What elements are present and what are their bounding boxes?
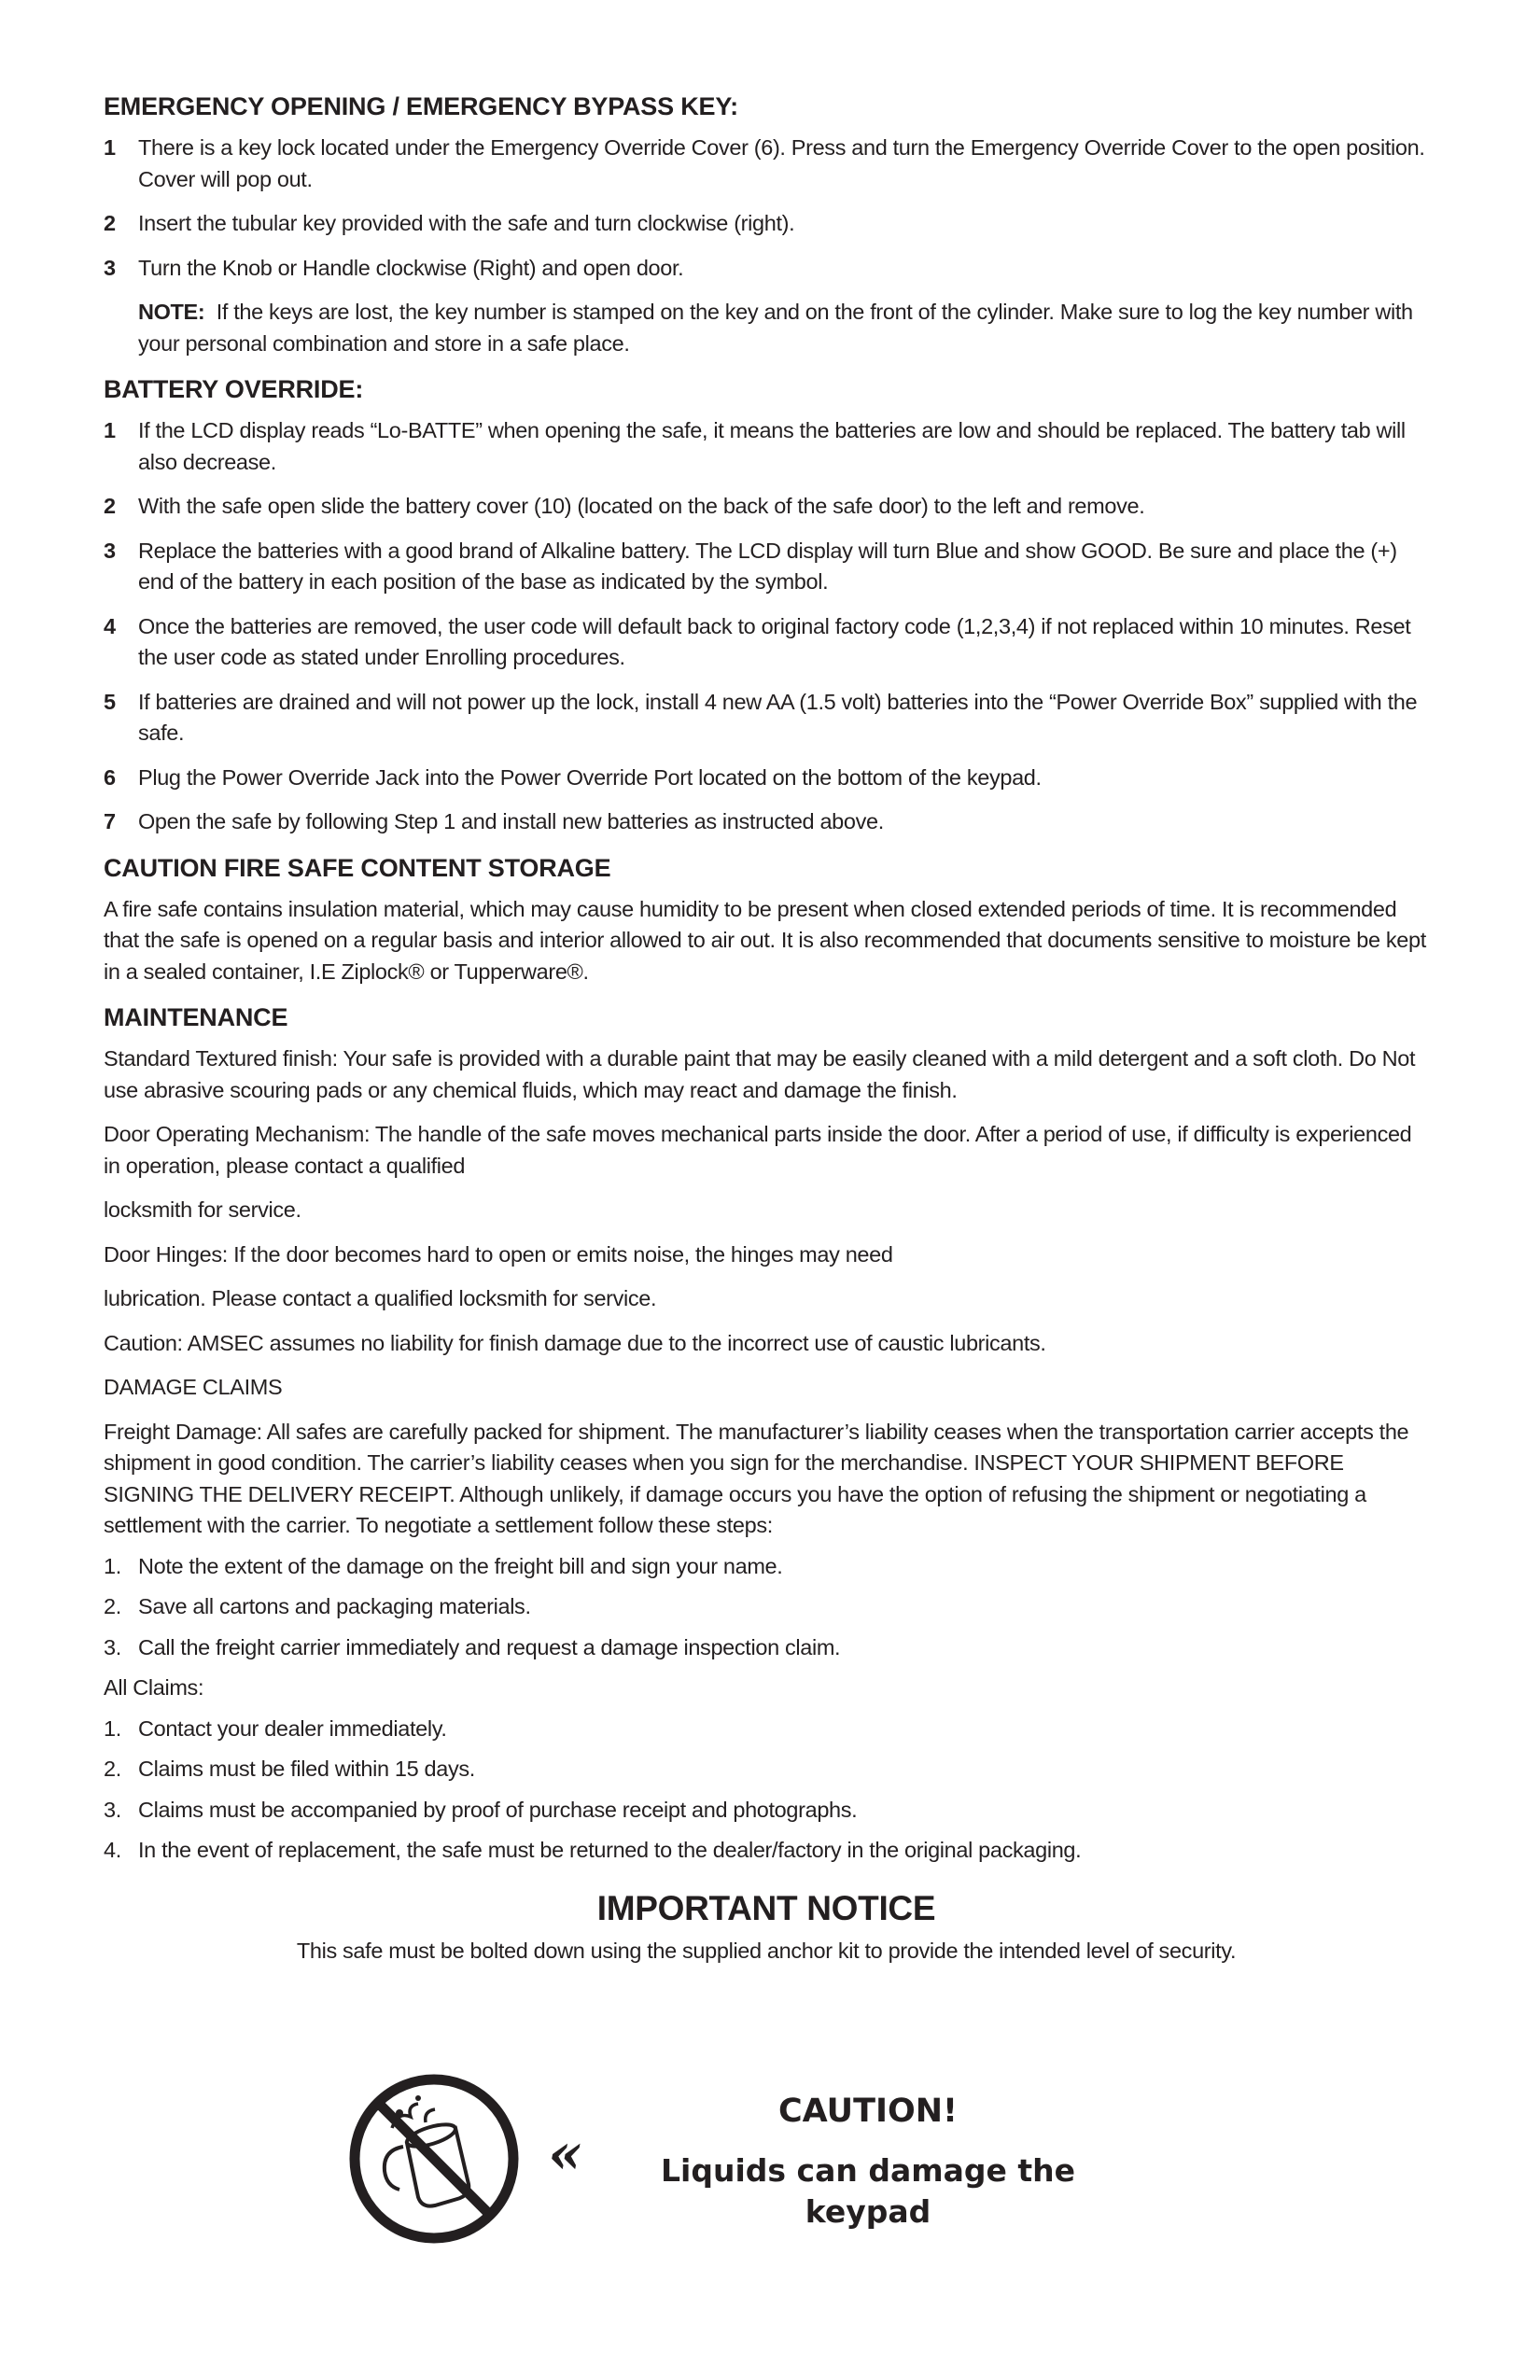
key-note [104, 297, 1429, 359]
caution-title: CAUTION! [777, 2093, 959, 2130]
item-text: Open the safe by following Step 1 and install new batteries as instructed above. [138, 809, 884, 833]
list-item [104, 1632, 1429, 1664]
item-number: 1 [104, 135, 116, 160]
item-number: 7 [104, 809, 116, 833]
damage-heading: DAMAGE CLAIMS [104, 1375, 283, 1399]
list-item [104, 491, 1429, 523]
item-number: 3 [104, 538, 116, 563]
list-item [104, 806, 1429, 838]
item-text: If batteries are drained and will not power up the lock, install 4 new AA (1.5 volt) batteries into the “Power Override Box” supplied with the safe. [138, 689, 1418, 745]
list-item [104, 1835, 1429, 1867]
item-text: Note the extent of the damage on the freight bill and sign your name. [138, 1553, 783, 1578]
item-number: 3. [104, 1797, 121, 1822]
maintenance-finish: Standard Textured finish: Your safe is provided with a durable paint that may be easily cleaned with a mild detergent and a soft cloth. Do Not use abrasive scouring pads or any chemical fluids, which may react and damage the finish. [104, 1046, 1416, 1102]
important-notice-title: IMPORTANT NOTICE [596, 1888, 936, 1927]
item-number: 1 [104, 418, 116, 442]
item-text: Contact your dealer immediately. [138, 1715, 447, 1741]
item-number: 4 [104, 613, 116, 638]
item-text: There is a key lock located under the Emergency Override Cover (6). Press and turn the Emergency Override Cover to the open position. Cover will pop out. [138, 135, 1425, 191]
all-claims-label: All Claims: [104, 1675, 204, 1700]
list-item [104, 415, 1429, 478]
document-page [104, 90, 1429, 1967]
item-text: Claims must be accompanied by proof of purchase receipt and photographs. [138, 1797, 858, 1822]
list-item [104, 1754, 1429, 1785]
list-item [104, 1551, 1429, 1583]
maintenance-hinges: Door Hinges: If the door becomes hard to open or emits noise, the hinges may need [104, 1241, 893, 1267]
item-text: Call the freight carrier immediately and request a damage inspection claim. [138, 1634, 841, 1659]
item-number: 2 [104, 494, 116, 518]
list-item [104, 253, 1429, 285]
list-item [104, 208, 1429, 240]
list-item [104, 133, 1429, 195]
battery-heading: BATTERY OVERRIDE: [104, 375, 364, 403]
list-item [104, 536, 1429, 598]
item-number: 3. [104, 1634, 121, 1659]
item-number: 2. [104, 1757, 121, 1781]
item-number: 2 [104, 211, 116, 235]
list-item [104, 611, 1429, 674]
item-number: 6 [104, 764, 116, 790]
list-item [104, 1591, 1429, 1623]
item-number: 5 [104, 689, 116, 714]
item-number: 2. [104, 1594, 121, 1618]
caution-keypad-block [345, 2070, 1241, 2257]
item-text: Replace the batteries with a good brand of Alkaline battery. The LCD display will turn Blue and show GOOD. Be sure and place the (+) end of the battery in each position of the base as indicated by the symbol. [138, 538, 1397, 594]
item-number: 1. [104, 1715, 121, 1741]
item-text: Once the batteries are removed, the user code will default back to original factory code (1,2,3,4) if not replaced within 10 minutes. Reset the user code as stated under Enrolling procedures. [138, 613, 1411, 669]
item-text: Turn the Knob or Handle clockwise (Right) and open door. [138, 255, 684, 280]
maintenance-heading: MAINTENANCE [104, 1003, 288, 1031]
note-text: If the keys are lost, the key number is stamped on the key and on the front of the cylinder. Make sure to log the key number with your personal combination and store in a safe place. [138, 300, 1413, 356]
item-text: If the LCD display reads “Lo-BATTE” when opening the safe, it means the batteries are low and should be replaced. The battery tab will also decrease. [138, 418, 1406, 474]
item-text: Plug the Power Override Jack into the Power Override Port located on the bottom of the keypad. [138, 764, 1042, 790]
no-liquids-icon [345, 2070, 523, 2247]
note-label: NOTE: [138, 300, 205, 324]
maintenance-lubrication: lubrication. Please contact a qualified locksmith for service. [104, 1286, 657, 1310]
item-text: In the event of replacement, the safe must be returned to the dealer/factory in the original packaging. [138, 1838, 1082, 1862]
maintenance-locksmith: locksmith for service. [104, 1197, 301, 1222]
caution-subtitle: Liquids can damage the keypad [660, 2152, 1076, 2230]
important-notice-text: This safe must be bolted down using the supplied anchor kit to provide the intended level of security. [296, 1938, 1237, 1963]
list-item [104, 1795, 1429, 1827]
item-text: Claims must be filed within 15 days. [138, 1757, 475, 1781]
item-number: 1. [104, 1553, 121, 1578]
item-text: Save all cartons and packaging materials. [138, 1594, 531, 1618]
list-item [104, 1714, 1429, 1745]
item-number: 3 [104, 255, 116, 280]
freight-damage-text: Freight Damage: All safes are carefully packed for shipment. The manufacturer’s liability ceases when the transportation carrier accepts the shipment in good condition. The carrier’s liability ceases when you sign for the merchandise. INSPECT YOUR SHIPMENT BEFORE SIGNING THE DELIVERY RECEIPT. Although unlikely, if damage occurs you have the option of refusing the shipment or negotiating a settlement with the carrier. To negotiate a settlement follow these steps: [104, 1419, 1409, 1537]
list-item [104, 763, 1429, 794]
caution-storage-heading: CAUTION FIRE SAFE CONTENT STORAGE [104, 853, 611, 882]
chevron-left-icon: « [548, 2121, 583, 2187]
emergency-heading: EMERGENCY OPENING / EMERGENCY BYPASS KEY: [104, 92, 738, 120]
item-number: 4. [104, 1838, 121, 1862]
caution-storage-text: A fire safe contains insulation material, which may cause humidity to be present when closed extended periods of time. It is recommended that the safe is opened on a regular basis and interior allowed to air out. It is also recommended that documents sensitive to moisture be kept in a sealed container, I.E Ziplock® or Tupperware®. [104, 896, 1426, 984]
list-item [104, 687, 1429, 749]
item-text: With the safe open slide the battery cover (10) (located on the back of the safe door) to the left and remove. [138, 494, 1145, 518]
maintenance-mechanism: Door Operating Mechanism: The handle of the safe moves mechanical parts inside the door. After a period of use, if difficulty is experienced in operation, please contact a qualified [104, 1122, 1412, 1178]
maintenance-caution: Caution: AMSEC assumes no liability for finish damage due to the incorrect use of caustic lubricants. [104, 1330, 1046, 1355]
item-text: Insert the tubular key provided with the safe and turn clockwise (right). [138, 211, 795, 235]
